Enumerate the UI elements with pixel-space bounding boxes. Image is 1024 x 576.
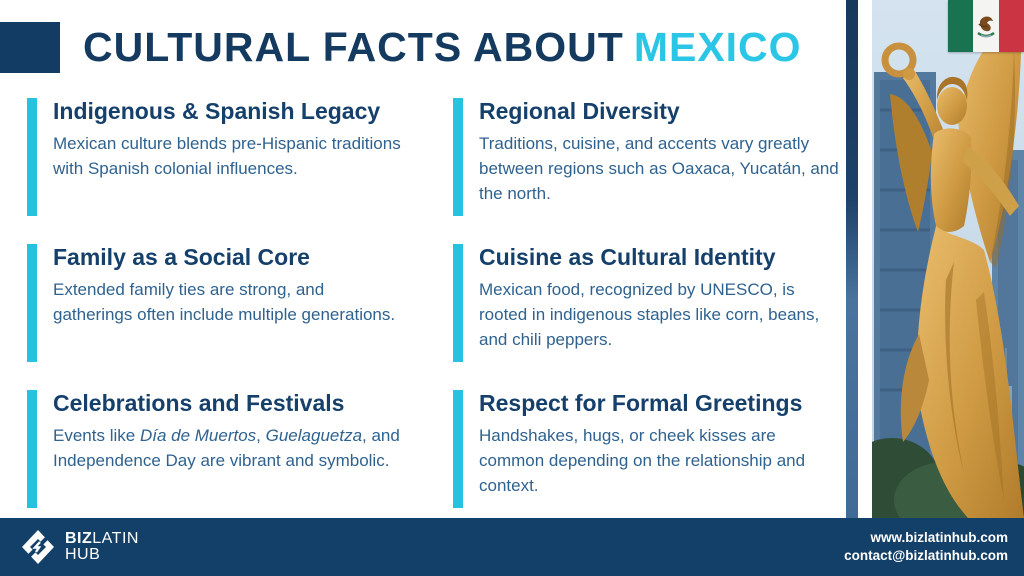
statue-illustration xyxy=(872,0,1024,518)
fact-body: Extended family ties are strong, and gatherings often include multiple generations. xyxy=(53,280,396,324)
fact-title: Celebrations and Festivals xyxy=(53,390,345,416)
footer-email: contact@bizlatinhub.com xyxy=(844,548,1008,563)
logo-biz: BIZ xyxy=(65,530,93,547)
fact-card-6 xyxy=(453,390,845,508)
bizlatinhub-logo-icon xyxy=(20,527,56,567)
fact-card-2 xyxy=(453,98,845,216)
flag-green-stripe xyxy=(948,0,973,52)
page-title-dark: CULTURAL FACTS ABOUT xyxy=(83,24,624,70)
page-title xyxy=(83,22,802,73)
fact-body: Mexican food, recognized by UNESCO, is rooted in indigenous staples like corn, beans, and chili peppers. xyxy=(479,280,820,349)
mexico-flag-icon xyxy=(948,0,1024,52)
side-accent-strip xyxy=(846,0,858,518)
title-accent-rectangle xyxy=(0,22,60,73)
footer-bar xyxy=(0,518,1024,576)
logo-latin: LATIN xyxy=(92,530,139,547)
fact-card-1 xyxy=(27,98,453,216)
bizlatinhub-logo xyxy=(20,527,139,567)
flag-red-stripe xyxy=(999,0,1024,52)
flag-white-stripe xyxy=(973,0,998,52)
angel-of-independence-photo xyxy=(872,0,1024,518)
fact-title: Family as a Social Core xyxy=(53,244,310,270)
fact-title: Regional Diversity xyxy=(479,98,680,124)
flag-eagle-emblem xyxy=(974,12,998,40)
fact-title: Indigenous & Spanish Legacy xyxy=(53,98,381,124)
fact-body: Events like Día de Muertos, Guelaguetza, and Independence Day are vibrant and symbolic. xyxy=(53,426,400,470)
fact-body: Handshakes, hugs, or cheek kisses are common depending on the relationship and context. xyxy=(479,426,806,495)
fact-title: Respect for Formal Greetings xyxy=(479,390,803,416)
fact-body: Mexican culture blends pre-Hispanic traditions with Spanish colonial influences. xyxy=(53,134,401,178)
fact-card-4 xyxy=(453,244,845,362)
logo-hub: HUB xyxy=(65,546,101,563)
facts-grid xyxy=(27,98,845,508)
fact-body: Traditions, cuisine, and accents vary greatly between regions such as Oaxaca, Yucatán, and the north. xyxy=(479,134,839,203)
footer-contact xyxy=(844,529,1008,565)
fact-card-3 xyxy=(27,244,453,362)
page-title-accent: MEXICO xyxy=(633,24,802,70)
bizlatinhub-logo-text xyxy=(65,531,139,563)
fact-title: Cuisine as Cultural Identity xyxy=(479,244,776,270)
footer-website: www.bizlatinhub.com xyxy=(870,530,1008,545)
fact-card-5 xyxy=(27,390,453,508)
